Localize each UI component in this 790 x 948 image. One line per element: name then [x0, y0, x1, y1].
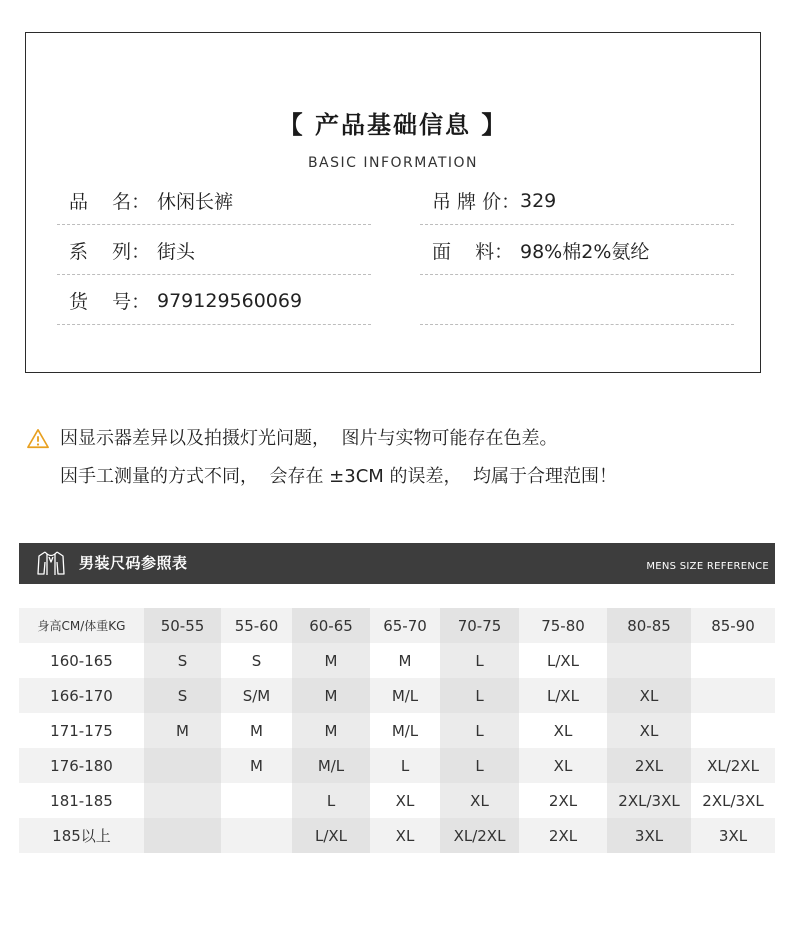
table-cell — [691, 643, 775, 678]
field-label: 吊 牌 价： — [432, 191, 521, 213]
table-cell: XL — [607, 678, 691, 713]
table-cell: L — [440, 643, 519, 678]
table-cell: 3XL — [691, 818, 775, 853]
table-cell: 2XL/3XL — [691, 783, 775, 818]
field-product-name — [57, 177, 371, 225]
column-header: 85-90 — [691, 608, 775, 643]
notice-line-2: 因手工测量的方式不同， 会存在 ±3CM 的误差， 均属于合理范围！ — [60, 466, 617, 487]
table-cell: XL — [370, 783, 440, 818]
notice-line-1: 因显示器差异以及拍摄灯光问题， 图片与实物可能存在色差。 — [60, 428, 558, 449]
table-cell — [221, 818, 292, 853]
field-value: 街头 — [157, 241, 196, 263]
table-cell: L/XL — [292, 818, 370, 853]
table-cell — [607, 643, 691, 678]
table-cell: 2XL — [519, 818, 607, 853]
field-label: 品 名： — [69, 191, 151, 213]
field-value: 休闲长裤 — [157, 191, 234, 213]
table-cell: L/XL — [519, 643, 607, 678]
field-label: 面 料： — [432, 241, 514, 263]
column-header: 70-75 — [440, 608, 519, 643]
column-header: 80-85 — [607, 608, 691, 643]
size-chart-title-en: MENS SIZE REFERENCE — [646, 561, 769, 572]
table-cell: XL — [519, 748, 607, 783]
table-cell: M — [370, 643, 440, 678]
row-height-label: 181-185 — [19, 783, 144, 818]
notice — [27, 420, 617, 496]
field-fabric — [420, 227, 734, 275]
table-cell: XL — [607, 713, 691, 748]
table-cell: S/M — [221, 678, 292, 713]
table-row — [19, 643, 775, 678]
table-cell: S — [221, 643, 292, 678]
table-row — [19, 678, 775, 713]
row-height-label: 160-165 — [19, 643, 144, 678]
field-label: 货 号： — [69, 291, 151, 313]
table-cell — [144, 748, 221, 783]
table-cell: S — [144, 643, 221, 678]
info-subtitle: BASIC INFORMATION — [307, 155, 479, 171]
warning-triangle-icon — [27, 428, 49, 450]
field-value: 329 — [520, 189, 557, 212]
table-cell — [144, 783, 221, 818]
table-cell: 2XL/3XL — [607, 783, 691, 818]
field-tag-price — [420, 177, 734, 225]
row-height-label: 171-175 — [19, 713, 144, 748]
table-cell: L — [440, 748, 519, 783]
table-cell: XL — [519, 713, 607, 748]
column-header: 65-70 — [370, 608, 440, 643]
column-header: 50-55 — [144, 608, 221, 643]
table-cell: L — [292, 783, 370, 818]
table-header-row — [19, 608, 775, 643]
table-cell: XL — [370, 818, 440, 853]
table-cell: XL/2XL — [440, 818, 519, 853]
field-value: 979129560069 — [157, 289, 303, 312]
table-cell: M — [292, 678, 370, 713]
table-cell — [691, 713, 775, 748]
size-chart-header — [19, 543, 775, 584]
field-value: 98%棉2%氨纶 — [520, 241, 650, 263]
table-cell: L — [440, 713, 519, 748]
table-cell — [144, 818, 221, 853]
field-empty — [420, 277, 734, 325]
info-title: 【 产品基础信息 】 — [278, 111, 508, 139]
table-cell: 3XL — [607, 818, 691, 853]
table-cell: S — [144, 678, 221, 713]
row-height-label: 185以上 — [19, 818, 144, 853]
table-row — [19, 748, 775, 783]
table-cell: 2XL — [607, 748, 691, 783]
table-cell: M — [221, 748, 292, 783]
field-series — [57, 227, 371, 275]
row-height-label: 166-170 — [19, 678, 144, 713]
table-row — [19, 818, 775, 853]
row-height-label: 176-180 — [19, 748, 144, 783]
table-cell — [221, 783, 292, 818]
table-cell: L — [440, 678, 519, 713]
column-header: 55-60 — [221, 608, 292, 643]
size-chart-title: 男装尺码参照表 — [79, 554, 188, 572]
field-item-number — [57, 277, 371, 325]
table-cell: M/L — [370, 713, 440, 748]
table-cell: 2XL — [519, 783, 607, 818]
table-cell: L — [370, 748, 440, 783]
table-cell: M — [221, 713, 292, 748]
table-cell: M — [292, 713, 370, 748]
table-corner-label: 身高CM/体重KG — [19, 608, 144, 643]
field-label: 系 列： — [69, 241, 151, 263]
table-cell: XL — [440, 783, 519, 818]
table-cell: M — [292, 643, 370, 678]
table-cell — [691, 678, 775, 713]
table-cell: M — [144, 713, 221, 748]
column-header: 60-65 — [292, 608, 370, 643]
table-cell: M/L — [292, 748, 370, 783]
table-row — [19, 783, 775, 818]
table-cell: M/L — [370, 678, 440, 713]
shirt-logo-icon — [36, 550, 66, 577]
column-header: 75-80 — [519, 608, 607, 643]
table-cell: L/XL — [519, 678, 607, 713]
size-table — [19, 608, 775, 853]
table-row — [19, 713, 775, 748]
table-cell: XL/2XL — [691, 748, 775, 783]
